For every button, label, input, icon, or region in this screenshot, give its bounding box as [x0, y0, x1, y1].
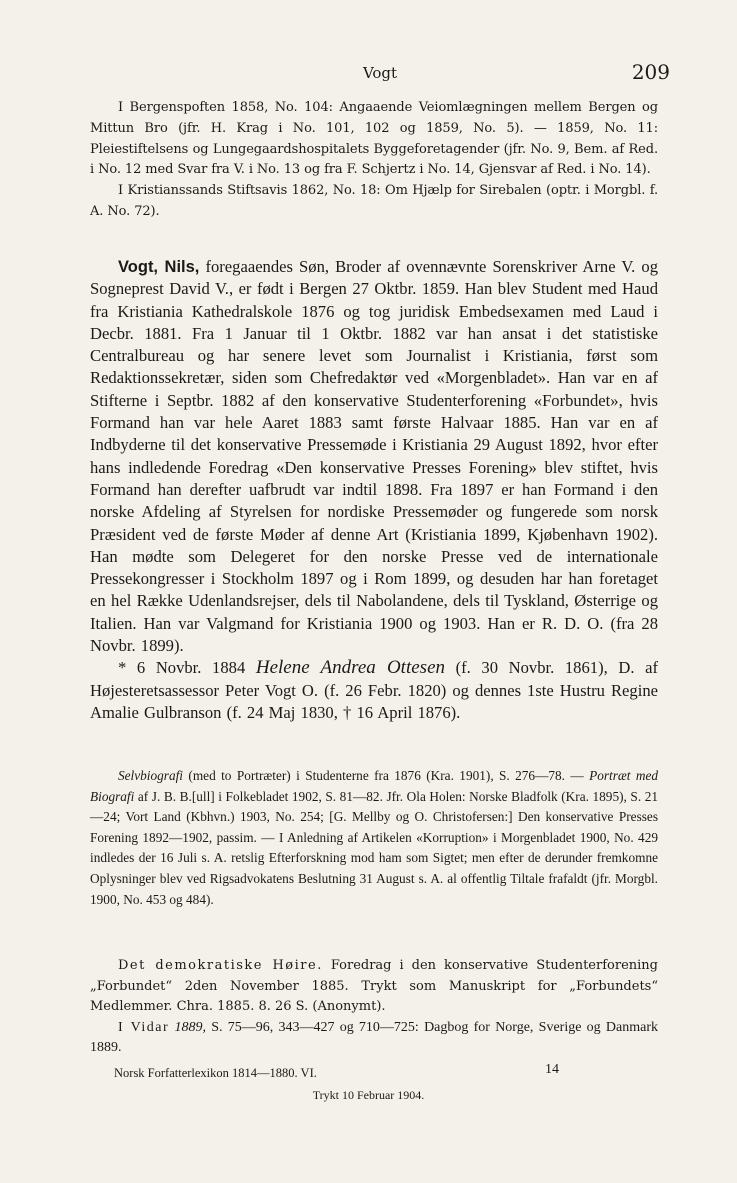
ref-dash: — [570, 768, 584, 783]
work-2-publication: I Vidar [118, 1019, 170, 1035]
marriage-date: * 6 Novbr. 1884 [118, 658, 246, 678]
biography-entry [90, 256, 658, 724]
spouse-name: Helene Andrea Ottesen [255, 657, 446, 679]
work-2 [90, 1018, 658, 1059]
page-number: 209 [631, 60, 670, 84]
marriage-details: (f. 30 Novbr. 1861), D. af Højesteretsassessor Peter Vogt O. (f. 26 Febr. 1820) og dennes 1ste Hustru Regine Amalie Gulbranson (f. 24 Maj 1830, † 16 April 1876). [90, 658, 658, 722]
references-block [90, 766, 658, 910]
ref-portraet-details: af J. B. B.[ull] i Folkebladet 1902, S. 81—82. Jfr. Ola Holen: Norske Bladfolk (Kra. 1895), S. 21—24; Vort Land (Kbhvn.) 1903, No. 254; [G. Mellby og O. Christofersen:] Den konservative Presses Forening 1892—1902, passim. — I Anledning af Artikelen «Korruption» i Morgenbladet 1900, No. 429 indledes der 16 Juli s. A. retslig Efterforskning mod ham som Sigtet; men efter de derunder fremkomne Oplysninger blev ved Rigsadvokatens Beslutning 31 August s. A. al offentlig Tiltale frafaldt (jfr. Morgbl. 1900, No. 453 og 484). [90, 788, 659, 907]
work-1-title: Det demokratiske Høire. [118, 958, 323, 973]
page-header [90, 58, 670, 88]
works-block [90, 956, 658, 1059]
biography-paragraph [90, 256, 658, 657]
work-1 [90, 956, 658, 1018]
fraktur-paragraph-2: I Kristianssands Stiftsavis 1862, No. 18: Om Hjælp for Sirebalen (optr. i Morgbl. f. A. No. 72). [90, 183, 658, 219]
work-1-details: Foredrag i den konservative Studenterforening „Forbundet“ 2den November 1885. Trykt som Manuskript for „Forbundets“ Medlemmer. Chra. 1885. 8. 26 S. (Anonymt). [90, 958, 658, 1014]
biography-text: foregaaendes Søn, Broder af ovennævnte Sorenskriver Arne V. og Sogneprest David V., er født i Bergen 27 Oktbr. 1859. Han blev Student med Haud fra Kristiania Kathedralskole 1876 og tog juridisk Embedsexamen med Laud i Decbr. 1881. Fra 1 Januar til 1 Oktbr. 1882 var han ansat i det statistiske Centralbureau og har senere levet som Journalist i Kristiania, først som Redaktionssekretær, siden som Chefredaktør ved «Morgenbladet». Han var en af Stifterne i Septbr. 1882 af den konservative Studenterforening «Forbundet», hvis Formand han var hele Aaret 1883 samt første Halvaar 1885. Han var en af Indbyderne til det konservative Pressemøde i Kristiania 29 August 1892, hvor efter hans indledende Foredrag «Den konservative Presses Forening» blev stiftet, hvis Formand han derefter uafbrudt var indtil 1898. Fra 1897 er han Formand i den norske Afdeling af Styrelsen for nordiske Pressemøder og fungerede som norsk Præsident ved de første Møder af denne Art (Kristiania 1899, Kjøbenhavn 1902). Han mødte som Delegeret for den norske Presse ved de internationale Pressekongresser i Stockholm 1897 og i Rom 1899, og desuden har han foretaget en hel Række Udenlandsrejser, dels til Nabolandene, dels til Tyskland, Østerrige og Italien. Han var Valgmand for Kristiania 1900 og 1903. Han er R. D. O. (fra 28 Novbr. 1899). [90, 257, 658, 656]
entry-name: Vogt, Nils, [118, 258, 200, 276]
footer-signature: Norsk Forfatterlexikon 1814—1880. VI. [114, 1066, 317, 1080]
work-2-details: S. 75—96, 343—427 og 710—725: Dagbog for Norge, Sverige og Danmark 1889. [90, 1019, 659, 1055]
fraktur-bibliography-block [90, 98, 658, 223]
footer-sheet-number: 14 [545, 1062, 559, 1077]
ref-portraet: Portræt med Biografi [90, 768, 658, 804]
ref-selvbiografi: Selvbiografi [118, 768, 183, 783]
running-head: Vogt [362, 64, 398, 82]
fraktur-paragraph-1: I Bergenspoften 1858, No. 104: Angaaende Veiomlægningen mellem Bergen og Mittun Bro (jfr. H. Krag i No. 101, 102 og 1859, No. 5). — 1859, No. 11: Pleiestiftelsens og Lungegaardshospitalets Byggeforetagender (jfr. No. 9, Bem. af Red. i No. 12 med Svar fra V. i No. 13 og fra F. Schjertz i No. 14, Gjensvar af Red. i No. 14). [90, 100, 658, 178]
marriage-paragraph [90, 657, 658, 724]
ref-selvbiografi-details: (med to Portræter) i Studenterne fra 1876 (Kra. 1901), S. 276—78. [188, 768, 565, 783]
reference-paragraph [90, 766, 658, 910]
printed-date: Trykt 10 Februar 1904. [312, 1088, 425, 1102]
work-2-year: 1889, [174, 1019, 206, 1035]
